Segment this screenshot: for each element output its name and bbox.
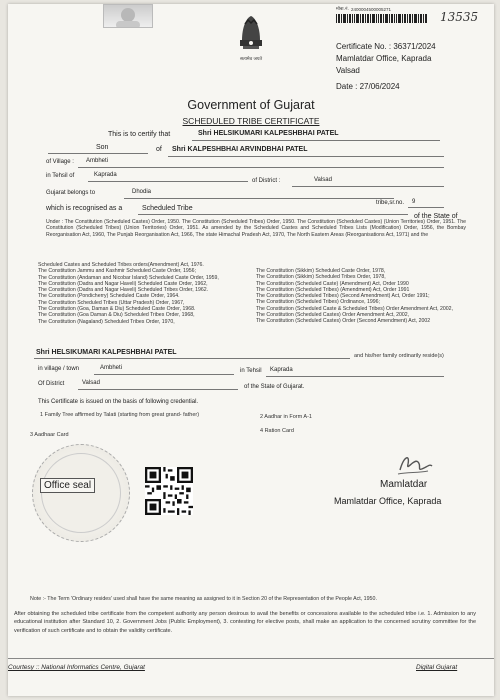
recognised-label: which is recognised as a: [46, 205, 123, 212]
order-item: The Constitution (Sikkim) Scheduled Tribes Order, 1978,: [256, 274, 386, 281]
signatory-title: Mamlatdar: [380, 479, 428, 490]
credential-basis: This Certificate is issued on the basis of following credential.: [38, 399, 199, 405]
office-seal-label: Office seal: [40, 478, 95, 493]
qr-code-icon: [145, 467, 193, 515]
credential-2: 2 Aadhar in Form A-1: [260, 414, 312, 420]
office-seal: [32, 444, 130, 542]
district2-value: Valsad: [82, 380, 100, 386]
order-item: The Constitution (Sikkim) Scheduled Caste Order, 1978,: [256, 268, 386, 274]
son-label: Son: [96, 144, 109, 151]
under-text: Under : The Constitution (Scheduled Castes) Order, 1950. The Constitution (Scheduled Tribes) Order, 1950. The Constitution (Scheduled Castes) (Union Territories) Order, 1951. The Constitution (Scheduled Tribes) (Union Territories) Order, 1951. As amended by the Scheduled Castes and Scheduled Tribes Lists (Modification) Order, 1956, the Bombay Reorganisation Act, 1960, The Punjab Reorganisation Act, 1966, The state Himachal Pradesh Act, 1970, The North Eastern Areas (Reorganisations Act, 1971) and the: [46, 219, 466, 238]
order-item: The Constitution Jammu and Kashmir Scheduled Caste Order, 1956;: [38, 268, 197, 275]
tehsil2-value: Kaprada: [270, 367, 293, 373]
order-item: The Constitution (Nagaland) Scheduled Tribes Order, 1970,: [38, 318, 175, 325]
handwritten-number: 13535: [440, 10, 479, 24]
applicant-name-2: Shri HELSIKUMARI KALPESHBHAI PATEL: [36, 349, 177, 356]
order-item: The Constitution (Scheduled Caste) (Amendment) Act, Order 1990: [256, 280, 409, 287]
order-item: Scheduled Castes and Scheduled Tribes orders(Amendment) Act, 1976.: [38, 262, 204, 268]
signatory-office: Mamlatdar Office, Kaprada: [334, 496, 442, 506]
certificate-no: Certificate No. : 36371/2024: [336, 42, 436, 51]
orders-left: [38, 262, 263, 325]
belongs-value: Dhodia: [132, 189, 152, 195]
order-item: The Constitution (Scheduled Tribes) (Amendment) Act, Order 1991: [256, 286, 410, 293]
recognised-value: Scheduled Tribe: [142, 205, 193, 212]
tehsil-value: Kaprada: [94, 172, 117, 178]
belongs-label: Gujarat belongs to: [46, 190, 96, 196]
village2-label: in village / town: [38, 366, 80, 372]
order-item: The Constitution Scheduled Tribes (Uttar Pradesh) Order, 1967,: [38, 299, 185, 306]
credential-3: 3 Aadhaar Card: [30, 432, 69, 438]
district2-label: Of District: [38, 381, 65, 387]
note-line-1: Note :- The Term 'Ordinary resides' used shall have the same meaning as assigned to it in Section 20 of the Representation of the People Act, 1950.: [30, 596, 377, 602]
order-item: The Constitution (Scheduled Caste & Scheduled Tribes) Order Amendment Act, 2002,: [256, 305, 453, 312]
reside-label: and his/her family ordinarily reside(s): [354, 353, 444, 359]
credential-4: 4 Ration Card: [260, 428, 294, 434]
issuing-place: Valsad: [336, 66, 360, 75]
of-label: of: [156, 146, 162, 153]
state2-label: of the State of Gujarat.: [244, 384, 305, 390]
order-item: The Constitution (Scheduled Castes) Order Amendment Act, 2002,: [256, 312, 410, 319]
order-item: The Constitution (Dadra and Nagar Haveli) Scheduled Caste Order, 1962,: [38, 280, 208, 287]
government-heading: Government of Gujarat: [187, 98, 315, 112]
serial-label: मोबा.नं.: [336, 7, 349, 12]
order-item: The Constitution (Scheduled Tribes) Ordinance, 1996;: [256, 299, 380, 306]
district-value: Valsad: [314, 177, 332, 183]
orders-right: [256, 268, 468, 325]
footer-rule: [8, 658, 494, 659]
order-item: The Constitution (Andaman and Nicobar Island) Scheduled Caste Order, 1959,: [38, 274, 219, 281]
emblem-caption: सत्यमेव जयते: [239, 57, 263, 62]
note-line-2: After obtaining the scheduled tribe certificate from the competent authority any person desirous to avail the benefits or concessions available to the scheduled tribe i.e. 1. Admission to any educational institution after Standard 10, 2. Government Jobs (Public Employment), 3. contesting for elective posts, shall make an application to the concerned scrutiny committee for the verification of such certificate and to obtain the validity certificate.: [14, 611, 476, 634]
issuing-office: Mamlatdar Office, Kaprada: [336, 54, 432, 63]
national-emblem-icon: [236, 10, 266, 60]
order-item: The Constitution (Dadra and Nagar Haveli) Scheduled Tribes Order, 1962.: [38, 287, 209, 294]
barcode-number: 2400004500005271: [350, 7, 391, 12]
footer-brand: Digital Gujarat: [416, 664, 458, 671]
signature-icon: [394, 452, 434, 478]
order-item: The Constitution (Goa, Daman & Diu) Scheduled Caste Order, 1968.: [38, 306, 196, 313]
barcode-icon: [336, 14, 428, 23]
order-item: The Constitution (Scheduled Tribes) (Second Amendment) Act, Order 1991;: [256, 293, 430, 300]
village-value: Ambheti: [86, 158, 109, 164]
tribe-no: 9: [412, 199, 416, 205]
district-label: of District :: [252, 178, 281, 184]
applicant-photo: [103, 4, 153, 28]
father-name: Shri KALPESHBHAI ARVINDBHAI PATEL: [172, 146, 308, 153]
applicant-name: Shri HELSIKUMARI KALPESHBHAI PATEL: [198, 130, 339, 137]
certificate-page: [8, 4, 494, 696]
order-item: The Constitution (Goa Daman & Diu) Scheduled Tribes Order, 1968,: [38, 312, 195, 319]
certificate-title: SCHEDULED TRIBE CERTIFICATE: [182, 116, 320, 126]
order-item: The Constitution (Scheduled Castes) Order (Second Amendment) Act, 2002: [256, 318, 431, 325]
footer-courtesy: Courtesy :: National Informatics Centre, Gujarat: [8, 664, 145, 671]
state-label: of the State of: [414, 213, 458, 220]
tehsil-label: in Tehsil of: [46, 173, 75, 179]
village-label: of Village :: [46, 159, 74, 165]
barcode-block: [336, 7, 436, 23]
credential-1: 1 Family Tree affirmed by Talati (starting from great grand- father): [40, 412, 200, 418]
issue-date: Date : 27/06/2024: [336, 82, 400, 91]
village2-value: Ambheti: [100, 365, 123, 371]
order-item: The Constitution (Pondicherry) Scheduled Caste Order, 1964.: [38, 293, 180, 300]
tribe-label: tribe,sr.no.: [376, 200, 405, 206]
certify-label: This is to certify that: [108, 131, 171, 138]
tehsil2-label: in Tehsil: [240, 368, 262, 374]
